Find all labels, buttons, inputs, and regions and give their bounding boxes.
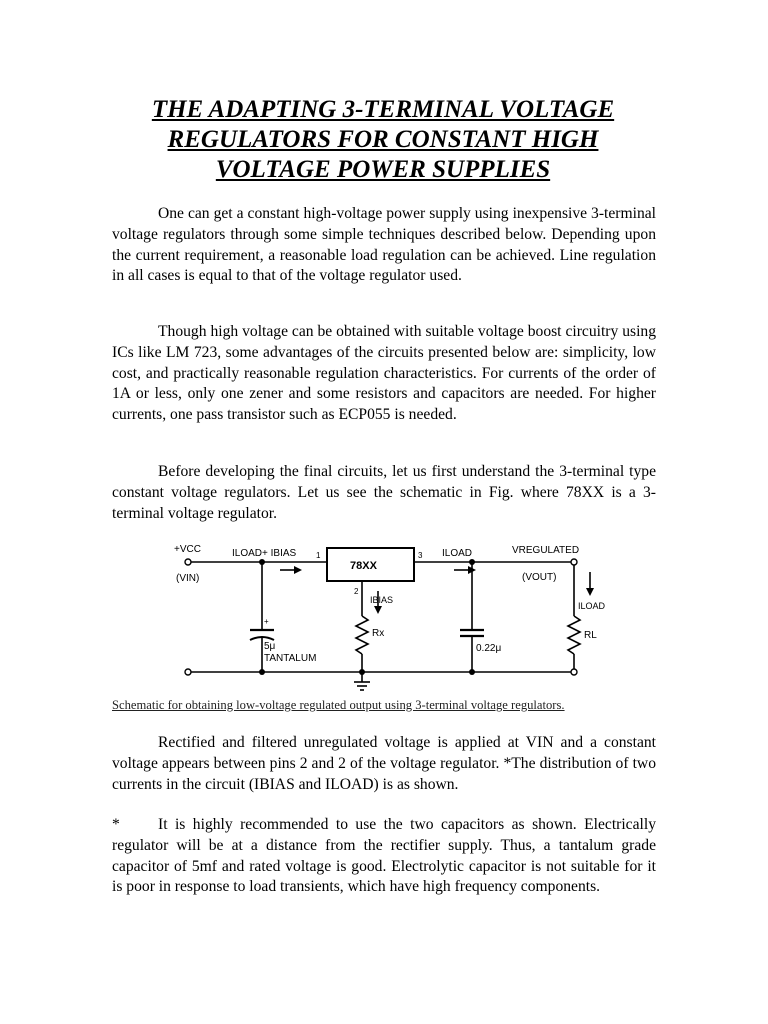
regulator-schematic [162,536,612,696]
title-line-3: VOLTAGE POWER SUPPLIES [215,156,551,183]
pin-1-label: 1 [316,551,321,560]
cap2-value-label: 0.22μ [476,643,502,654]
cap1-value-label: 5μ [264,641,276,652]
paragraph-advantages: Though high voltage can be obtained with suitable voltage boost circuitry using ICs like LM 723, some advantages of the circuits presented below are: simplicity, low cost, and practically reasonable regulation characteristics. For currents of the order of 1A or less, only one zener and some resistors and capacitors are needed. For higher currents, one pass transistor such as ECP055 is needed. [112,323,656,424]
title-line-1: THE ADAPTING 3-TERMINAL VOLTAGE [151,96,615,123]
cap1-type-label: TANTALUM [264,653,317,664]
cap1-plus-label: + [264,617,269,626]
vcc-label: +VCC [174,544,201,555]
ic-label: 78XX [350,560,377,572]
iload-label: ILOAD [442,548,473,559]
vregulated-label: VREGULATED [512,545,580,556]
paragraph-capacitor-note [112,815,656,898]
iload-ibias-label: ILOAD+ IBIAS [232,548,297,559]
capacitor-note-text: It is highly recommended to use the two capacitors as shown. Electrically regulator will be at a distance from the rectifier supply. Thus, a tantalum grade capacitor of 5mf and rated voltage is good. Electrolytic capacitor is not suitable for it is poor in response to load transients, which have high frequency components. [112,816,656,896]
vout-label: (VOUT) [522,572,557,583]
ibias-label: IBIAS [370,595,394,605]
rl-label: RL [584,630,597,641]
paragraph-currents: Rectified and filtered unregulated voltage is applied at VIN and a constant voltage appears between pins 2 and 2 of the voltage regulator. *The distribution of two currents in the circuit (IBIAS and ILOAD) is as shown. [112,734,656,793]
rx-label: Rx [372,628,385,639]
paragraph-intro: One can get a constant high-voltage power supply using inexpensive 3-terminal voltage regulators through some simple techniques described below. Depending upon the current requirement, a reasonable load regulation can be achieved. Line regulation in all cases is equal to that of the voltage regulator used. [112,205,656,285]
footnote-marker: * [112,816,120,833]
pin-3-label: 3 [418,551,423,560]
paragraph-schematic-intro: Before developing the final circuits, let us first understand the 3-terminal type constant voltage regulators. Let us see the schematic in Fig. where 78XX is a 3-terminal voltage regulator. [112,463,656,522]
pin-2-label: 2 [354,587,359,596]
iload-right-label: ILOAD [578,601,606,611]
vin-label: (VIN) [176,573,200,584]
figure-caption: Schematic for obtaining low-voltage regulated output using 3-terminal voltage regulators. [112,698,565,712]
document-title [110,95,656,185]
title-line-2: REGULATORS FOR CONSTANT HIGH [167,126,599,153]
